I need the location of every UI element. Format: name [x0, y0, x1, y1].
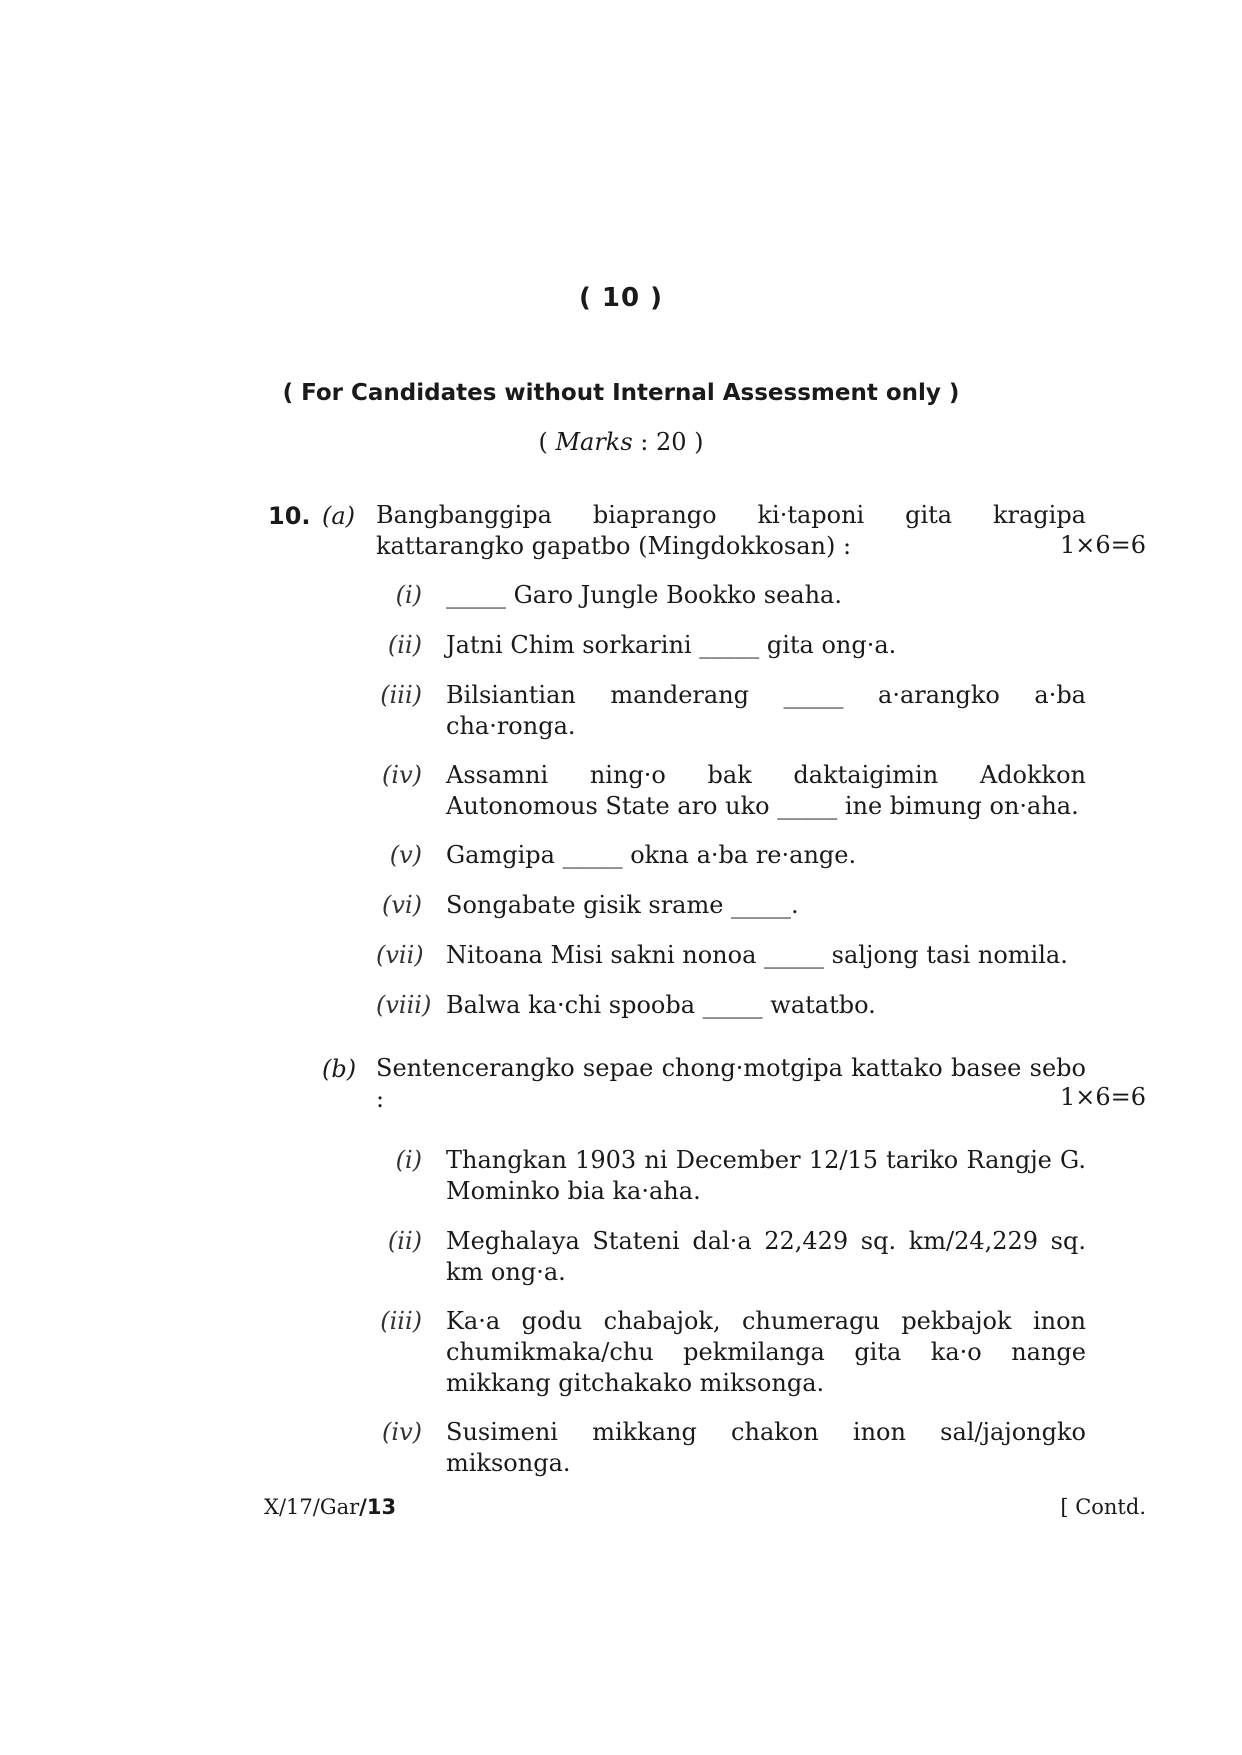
item-numeral: (v) — [389, 841, 422, 869]
part-a-item-7 — [376, 940, 1086, 971]
item-text: Susimeni mikkang chakon inon sal/jajongko miksonga. — [446, 1418, 1086, 1477]
item-text: Ka·a godu chabajok, chumeragu pekbajok inon chumikmaka/chu pekmilanga gita ka·o nange mikkang gitchakako miksonga. — [446, 1307, 1086, 1397]
item-text: Thangkan 1903 ni December 12/15 tariko Rangje G. Mominko bia ka·aha. — [446, 1146, 1086, 1205]
item-text: Meghalaya Stateni dal·a 22,429 sq. km/24,229 sq. km ong·a. — [446, 1227, 1086, 1286]
part-b-item-2 — [376, 1226, 1086, 1288]
item-numeral: (vii) — [376, 941, 424, 969]
item-text: _____ Garo Jungle Bookko seaha. — [446, 581, 842, 609]
item-numeral: (iv) — [382, 761, 422, 789]
continued-marker: [ Contd. — [1060, 1495, 1146, 1519]
paper-code-prefix: X/17/Gar — [264, 1495, 360, 1519]
item-numeral: (i) — [395, 1146, 422, 1174]
part-a-item-8 — [376, 990, 1086, 1021]
item-numeral: (iii) — [380, 681, 422, 709]
part-b-marks: 1×6=6 — [1059, 1083, 1146, 1111]
part-a-label: (a) — [322, 502, 356, 530]
item-text: Balwa ka·chi spooba _____ watatbo. — [446, 991, 876, 1019]
item-text: Jatni Chim sorkarini _____ gita ong·a. — [446, 631, 897, 659]
part-a-item-4 — [376, 760, 1086, 822]
part-a-item-6 — [376, 890, 1086, 921]
part-a-item-3 — [376, 680, 1086, 742]
item-numeral: (i) — [395, 581, 422, 609]
paper-code — [264, 1495, 396, 1519]
marks-open: ( — [538, 428, 556, 456]
part-a-item-2 — [376, 630, 1086, 661]
section-marks — [0, 428, 1242, 456]
item-numeral: (iv) — [382, 1418, 422, 1446]
item-text: Songabate gisik srame _____. — [446, 891, 799, 919]
item-text: Assamni ning·o bak daktaigimin Adokkon Autonomous State aro uko _____ ine bimung on·aha. — [446, 761, 1086, 820]
item-numeral: (ii) — [387, 1227, 422, 1255]
part-a-stem-line1: Bangbanggipa biaprango ki·taponi gita kragipa — [376, 501, 1086, 529]
page-number: ( 10 ) — [578, 283, 664, 313]
item-numeral: (ii) — [387, 631, 422, 659]
item-numeral: (vi) — [382, 891, 422, 919]
marks-rest: : 20 ) — [632, 428, 704, 456]
item-numeral: (viii) — [376, 991, 432, 1019]
part-b-stem: Sentencerangko sepae chong·motgipa kattako basee sebo : — [376, 1054, 1086, 1113]
question-number: 10. — [268, 502, 311, 530]
part-a-item-1 — [376, 580, 1086, 611]
part-a-marks: 1×6=6 — [1059, 531, 1146, 559]
paper-code-suffix: /13 — [359, 1495, 397, 1519]
part-b-item-1 — [376, 1145, 1086, 1207]
part-a-stem-line2: kattarangko gapatbo (Mingdokkosan) : — [376, 532, 852, 560]
part-b-item-3 — [376, 1306, 1086, 1399]
item-text: Nitoana Misi sakni nonoa _____ saljong tasi nomila. — [446, 941, 1068, 969]
item-text: Bilsiantian manderang _____ a·arangko a·ba cha·ronga. — [446, 681, 1086, 740]
part-b-label: (b) — [322, 1055, 357, 1083]
part-b-item-4 — [376, 1417, 1086, 1479]
marks-word: Marks — [555, 428, 633, 456]
part-a-item-5 — [376, 840, 1086, 871]
section-heading: ( For Candidates without Internal Assessment only ) — [282, 380, 960, 406]
item-numeral: (iii) — [380, 1307, 422, 1335]
item-text: Gamgipa _____ okna a·ba re·ange. — [446, 841, 857, 869]
